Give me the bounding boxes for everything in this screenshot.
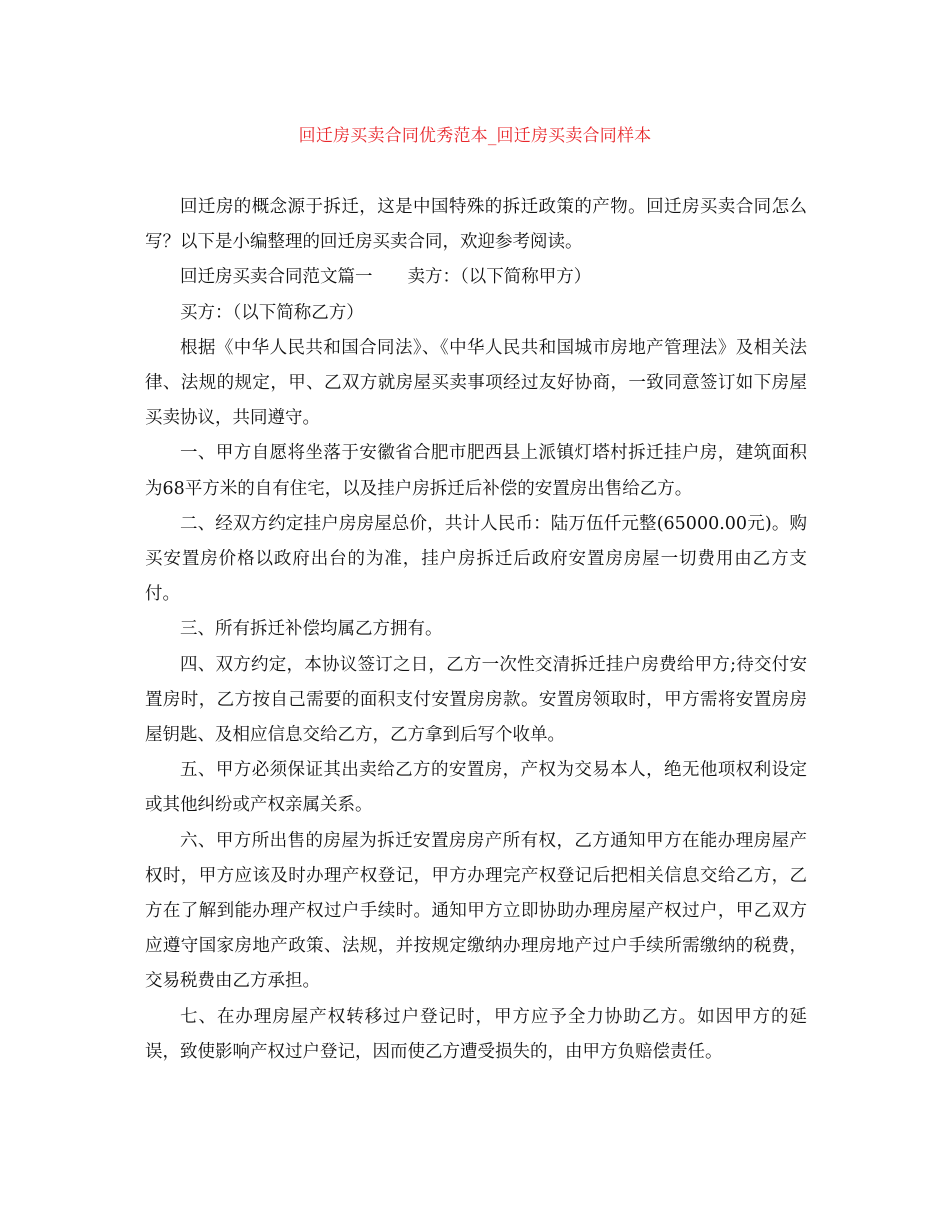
paragraph-clause-6: 六、甲方所出售的房屋为拆迁安置房房产所有权，乙方通知甲方在能办理房屋产权时，甲方应该及时办理产权登记，甲方办理完产权登记后把相关信息交给乙方，乙方在了解到能办理产权过户手续时。通知甲方立即协助办理房屋产权过户，甲乙双方应遵守国家房地产政策、法规，并按规定缴纳办理房地产过户手续所需缴纳的税费，交易税费由乙方承担。 bbox=[145, 830, 807, 992]
paragraph-clause-3: 三、所有拆迁补偿均属乙方拥有。 bbox=[180, 619, 443, 640]
paragraph-clause-2: 二、经双方约定挂户房房屋总价，共计人民币：陆万伍仟元整(65000.00元)。购买安置房价格以政府出台的为准，挂户房拆迁后政府安置房房屋一切费用由乙方支付。 bbox=[145, 513, 807, 605]
document-title: 回迁房买卖合同优秀范本_回迁房买卖合同样本 bbox=[298, 126, 652, 146]
paragraph-intro: 回迁房的概念源于拆迁，这是中国特殊的拆迁政策的产物。回迁房买卖合同怎么写？以下是小编整理的回迁房买卖合同，欢迎参考阅读。 bbox=[145, 197, 807, 253]
paragraph-clause-1: 一、甲方自愿将坐落于安徽省合肥市肥西县上派镇灯塔村拆迁挂户房，建筑面积为68平方米的自有住宅，以及挂户房拆迁后补偿的安置房出售给乙方。 bbox=[145, 443, 807, 499]
paragraph-buyer: 买方：（以下简称乙方） bbox=[180, 302, 364, 323]
document-body bbox=[145, 190, 807, 1070]
paragraph-clause-7: 七、在办理房屋产权转移过户登记时，甲方应予全力协助乙方。如因甲方的延误，致使影响产权过户登记，因而使乙方遭受损失的，由甲方负赔偿责任。 bbox=[145, 1006, 807, 1062]
paragraph-seller: 回迁房买卖合同范文篇一 卖方：（以下简称甲方） bbox=[180, 267, 592, 288]
paragraph-clause-4: 四、双方约定，本协议签订之日，乙方一次性交清拆迁挂户房费给甲方;待交付安置房时，乙方按自己需要的面积支付安置房房款。安置房领取时，甲方需将安置房房屋钥匙、及相应信息交给乙方，乙方拿到后写个收单。 bbox=[145, 654, 807, 746]
paragraph-clause-5: 五、甲方必须保证其出卖给乙方的安置房，产权为交易本人，绝无他项权利设定或其他纠纷或产权亲属关系。 bbox=[145, 760, 807, 816]
paragraph-legal-basis: 根据《中华人民共和国合同法》、《中华人民共和国城市房地产管理法》及相关法律、法规的规定，甲、乙双方就房屋买卖事项经过友好协商，一致同意签订如下房屋买卖协议，共同遵守。 bbox=[145, 337, 807, 429]
